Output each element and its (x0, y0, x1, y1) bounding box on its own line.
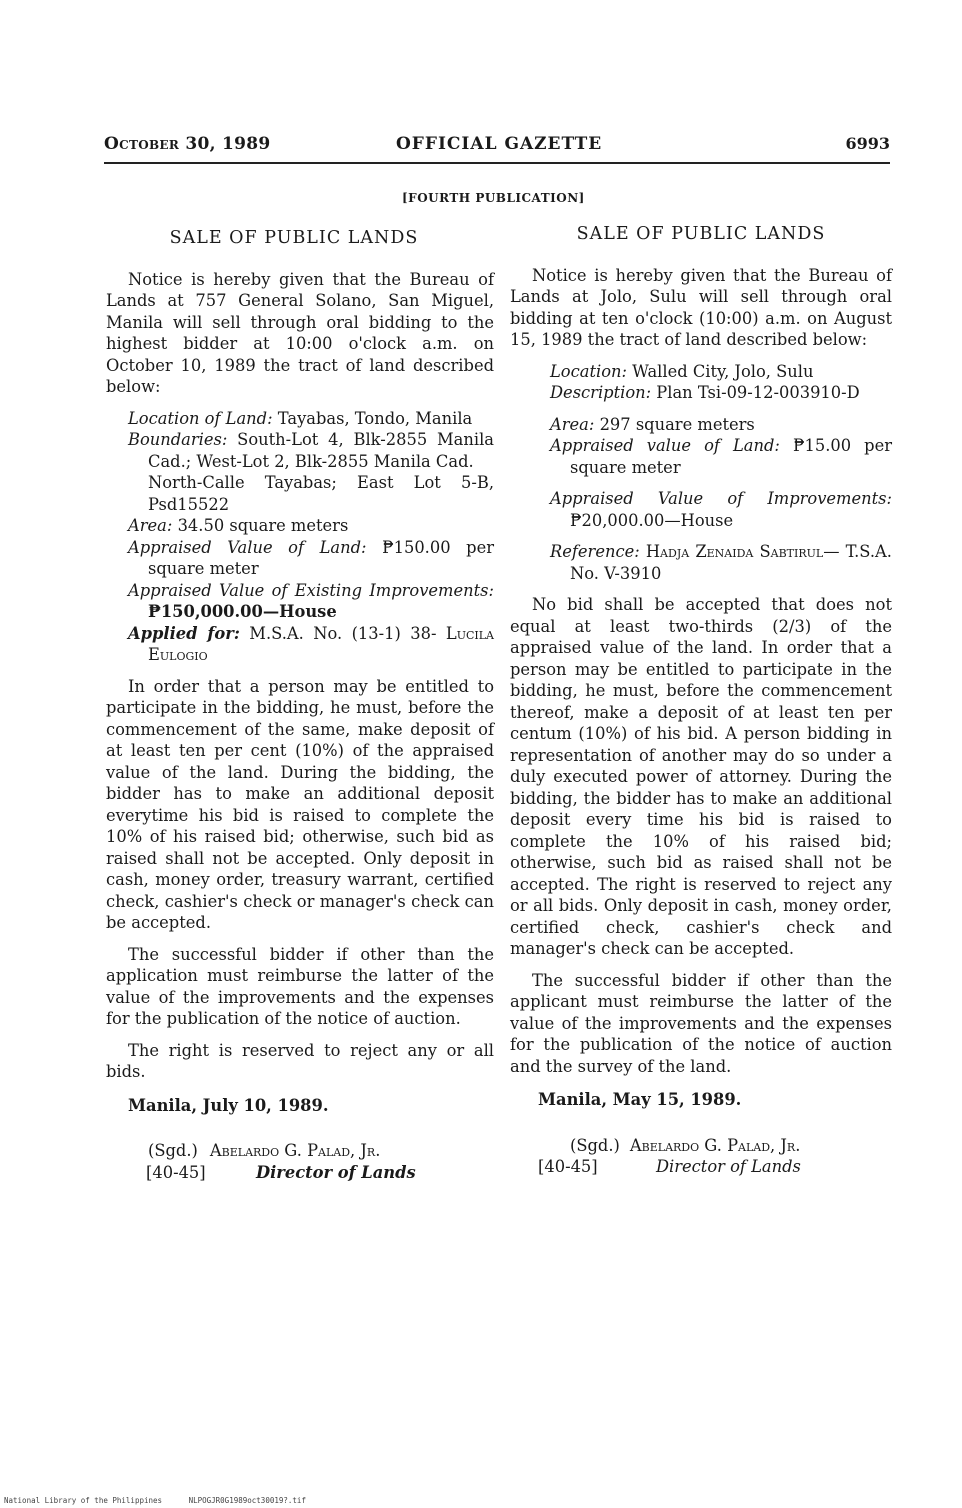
right-location-value: Walled City, Jolo, Sulu (632, 361, 814, 381)
left-applied-for (128, 623, 494, 666)
right-para-bid: No bid shall be accepted that does not equal at least two-thirds (2/3) of the appraised value of the land. In order that a person may be entitled to participate in the bidding, he must, before the commencement thereof, make a deposit of at least ten per centum (10%) of his bid. A person bidding in representation of another may do so under a duly executed power of attorney. During the bidding, the bidder has to make an additional deposit every time his bid is raised to complete the 10% of his raised bid; otherwise, such bid as raised shall not be accepted. The right is reserved to reject any or all bids. Only deposit in cash, money order, certified check, cashier's check and manager's check can be accepted. (510, 595, 892, 958)
right-reference-value: T.S.A. No. V-3910 (570, 542, 892, 583)
right-reference-name: Hadja Zenaida Sabtirul— (645, 542, 840, 561)
right-place-date: Manila, May 15, 1989. (538, 1090, 742, 1109)
header-date: October 30, 1989 (104, 134, 271, 154)
left-area-value: 34.50 square meters (177, 516, 349, 535)
right-location-label: Location: (550, 361, 627, 381)
right-para-reimburse: The successful bidder if other than the applicant must reimburse the latter of the value of the improvements and the expenses for the publication of the notice of auction and the survey of the land. (510, 970, 892, 1076)
left-improvements-value: ₱150,000.00—House (148, 602, 337, 621)
left-code: [40-45] (146, 1162, 206, 1182)
right-improvements-label: Appraised Value of Improvements: (550, 489, 892, 508)
right-improvements (550, 488, 892, 531)
left-para-right: The right is reserved to reject any or all bids. (106, 1040, 494, 1081)
right-description (550, 382, 892, 404)
left-location-label: Location of Land: (128, 408, 273, 428)
left-location (128, 408, 494, 430)
left-boundaries (128, 429, 494, 472)
right-land-value (550, 435, 892, 478)
right-reference-label: Reference: (550, 542, 640, 561)
left-place-date: Manila, July 10, 1989. (128, 1095, 329, 1115)
left-boundaries-cont: North-Calle Tayabas; East Lot 5-B, Psd15522 (148, 473, 494, 514)
scan-footer (4, 1496, 328, 1505)
left-intro: Notice is hereby given that the Bureau of Lands at 757 General Solano, San Miguel, Manila will sell through oral bidding to the highest bidder at 10:00 o'clock a.m. on October 10, 1989 the tract of land described below: (106, 269, 494, 396)
left-signature-block (106, 1140, 494, 1183)
left-land-value (128, 537, 494, 580)
right-description-label: Description: (550, 383, 652, 402)
right-notice (510, 224, 892, 1178)
right-area-value: 297 square meters (599, 414, 755, 434)
right-sgd: (Sgd.) (570, 1135, 620, 1155)
left-section-title: SALE OF PUBLIC LANDS (169, 228, 419, 248)
right-intro: Notice is hereby given that the Bureau of Lands at Jolo, Sulu will sell through oral bidding at ten o'clock (10:00) a.m. on August 15, 1989 the tract of land described below: (510, 265, 892, 349)
left-boundaries-label: Boundaries: (128, 430, 228, 449)
page-header (104, 134, 890, 158)
left-area-label: Area: (128, 516, 173, 535)
right-description-value: Plan Tsi-09-12-003910-D (656, 383, 860, 402)
left-area (128, 515, 494, 537)
publication-tag: [FOURTH PUBLICATION] (402, 191, 585, 205)
right-area-label: Area: (550, 414, 595, 434)
right-section-title: SALE OF PUBLIC LANDS (576, 224, 826, 244)
left-location-value: Tayabas, Tondo, Manila (277, 408, 473, 428)
left-para-reimburse: The successful bidder if other than the application must reimburse the latter of the value of the improvements and the expenses for the publication of the notice of auction. (106, 944, 494, 1028)
left-boundaries-value: South-Lot 4, Blk-2855 Manila Cad.; West-Lot 2, Blk-2855 Manila Cad. (148, 430, 494, 471)
right-reference (550, 541, 892, 584)
left-sgd: (Sgd.) (148, 1141, 198, 1160)
right-signature-block (510, 1135, 892, 1178)
left-applied-value: M.S.A. No. (13-1) 38- (249, 623, 437, 643)
header-rule (104, 162, 890, 164)
left-applicant: Lucila Eulogio (148, 623, 494, 664)
right-location (550, 361, 892, 383)
left-notice (106, 228, 494, 1183)
right-signatory: Abelardo G. Palad, Jr. (629, 1135, 801, 1155)
header-title: OFFICIAL GAZETTE (396, 134, 603, 154)
header-page-number: 6993 (845, 134, 890, 153)
footer-library: National Library of the Philippines (4, 1496, 163, 1505)
left-position: Director of Lands (256, 1162, 416, 1182)
left-land-value-label: Appraised Value of Land: (128, 537, 367, 557)
right-improvements-value: ₱20,000.00—House (570, 510, 734, 530)
left-improvements (128, 580, 494, 623)
left-para-deposit: In order that a person may be entitled to participate in the bidding, he must, before the commencement of the same, make deposit of at least ten per cent (10%) of the appraised value of the land. During the bidding, the bidder has to make an additional deposit everytime his bid is raised to complete the 10% of his raised bid; otherwise, such bid as raised shall not be accepted. Only deposit in cash, money order, treasury warrant, certified check, cashier's check or manager's check can be accepted. (106, 676, 494, 932)
right-position: Director of Lands (656, 1157, 801, 1176)
right-area (550, 414, 892, 436)
footer-filename: NLPOGJR0G1989oct30019?.tif (188, 1496, 306, 1505)
right-code: [40-45] (538, 1157, 598, 1176)
right-land-value-label: Appraised value of Land: (550, 436, 780, 455)
left-applied-label: Applied for: (128, 623, 240, 643)
left-signatory: Abelardo G. Palad, Jr. (209, 1141, 381, 1160)
left-improvements-label: Appraised Value of Existing Improvements: (128, 580, 494, 600)
left-land-value-value: ₱150.00 per square meter (148, 537, 494, 578)
right-land-value-value: ₱15.00 per square meter (570, 436, 892, 477)
